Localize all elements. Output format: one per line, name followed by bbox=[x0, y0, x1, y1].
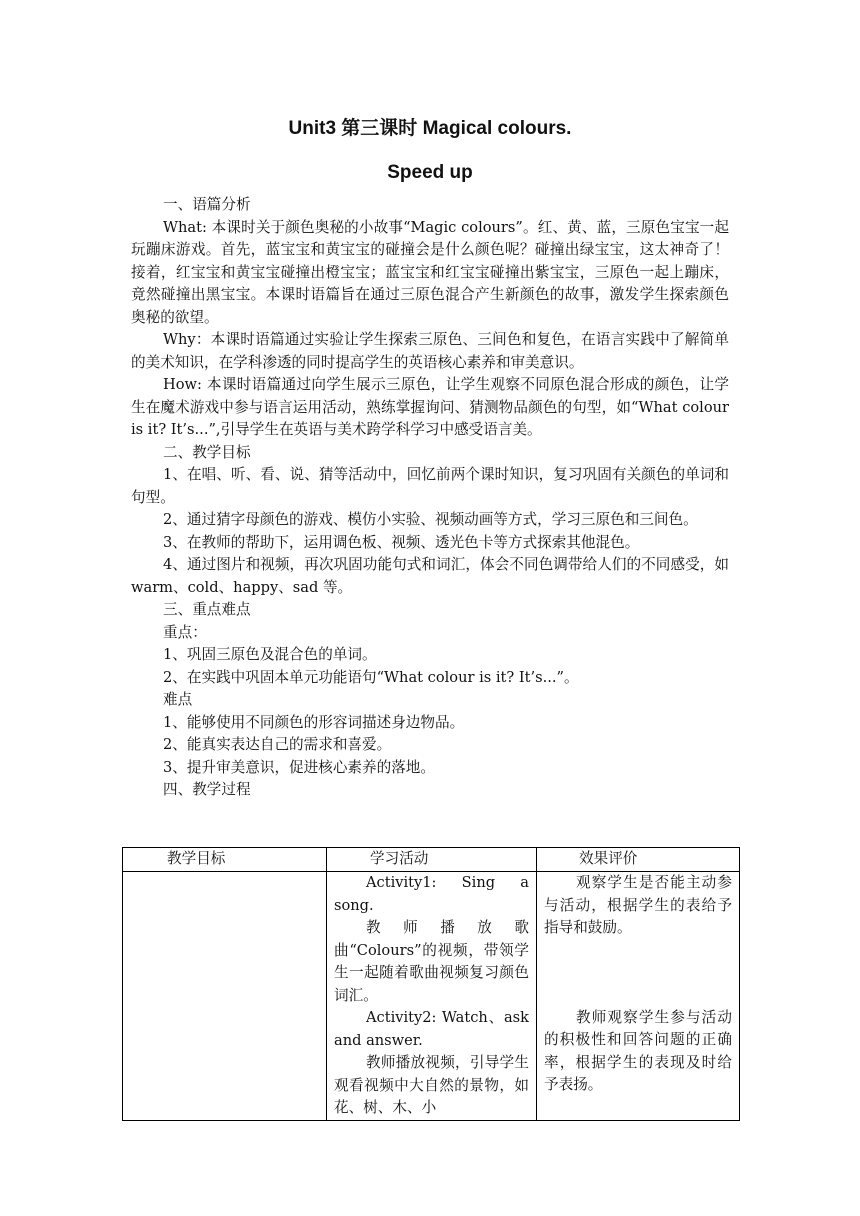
paragraph-what: What: 本课时关于颜色奥秘的小故事“Magic colours”。红、黄、蓝，三原色宝宝一起玩蹦床游戏。首先，蓝宝宝和黄宝宝的碰撞会是什么颜色呢？碰撞出绿宝宝，这太神奇了！接着，红宝宝和黄宝宝碰撞出橙宝宝；蓝宝宝和红宝宝碰撞出紫宝宝，三原色一起上蹦床，竟然碰撞出黑宝宝。本课时语篇旨在通过三原色混合产生新颜色的故事，激发学生探索颜色奥秘的欲望。 bbox=[131, 218, 729, 326]
paragraph-why: Why：本课时语篇通过实验让学生探索三原色、三间色和复色，在语言实践中了解简单的美术知识，在学科渗透的同时提高学生的英语核心素养和审美意识。 bbox=[131, 331, 729, 371]
goal-item: 4、通过图片和视频，再次巩固功能句式和词汇，体会不同色调带给人们的不同感受，如 warm、cold、happy、sad 等。 bbox=[131, 556, 729, 596]
evaluation-1: 观察学生是否能主动参与活动，根据学生的表给予指导和鼓励。 bbox=[544, 874, 732, 936]
document-body bbox=[131, 194, 729, 802]
paragraph-how: How: 本课时语篇通过向学生展示三原色，让学生观察不同原色混合形成的颜色，让学生在魔术游戏中参与语言运用活动，熟练掌握询问、猜测物品颜色的句型，如“What colour is it? It’s...”,引导学生在英语与美术跨学科学习中感受语言美。 bbox=[131, 376, 729, 438]
section-heading-teaching-process: 四、教学过程 bbox=[163, 781, 251, 798]
goal-cell bbox=[123, 872, 327, 1121]
spacer bbox=[544, 940, 732, 1007]
table-header-goal: 教学目标 bbox=[123, 848, 327, 872]
evaluation-cell bbox=[537, 872, 740, 1121]
key-point-item: 1、巩固三原色及混合色的单词。 bbox=[163, 646, 377, 663]
activity1-text: 教师播放歌曲“Colours”的视频，带领学生一起随着歌曲视频复习颜色词汇。 bbox=[334, 919, 529, 1004]
difficulties-label: 难点 bbox=[163, 691, 193, 708]
document-title: Unit3 第三课时 Magical colours. bbox=[288, 118, 572, 139]
section-heading-teaching-goals: 二、教学目标 bbox=[163, 443, 251, 461]
teaching-process-table bbox=[122, 847, 740, 1121]
difficulty-item: 1、能够使用不同颜色的形容词描述身边物品。 bbox=[163, 713, 465, 731]
table-row bbox=[123, 872, 740, 1121]
activity2-title: Activity2: Watch、ask and answer. bbox=[334, 1009, 529, 1049]
section-heading-key-points: 三、重点难点 bbox=[163, 601, 251, 618]
activity-cell bbox=[327, 872, 537, 1121]
section-heading-text-analysis: 一、语篇分析 bbox=[163, 196, 251, 213]
table-header-activity: 学习活动 bbox=[327, 848, 537, 872]
key-points-label: 重点： bbox=[163, 623, 207, 641]
goal-item: 2、通过猜字母颜色的游戏、模仿小实验、视频动画等方式，学习三原色和三间色。 bbox=[163, 511, 698, 528]
goal-item: 3、在教师的帮助下，运用调色板、视频、透光色卡等方式探索其他混色。 bbox=[163, 533, 640, 551]
activity1-title: Activity1: Sing a song. bbox=[334, 874, 529, 914]
key-point-item: 2、在实践中巩固本单元功能语句“What colour is it? It’s...”。 bbox=[163, 668, 579, 686]
table-header-evaluation: 效果评价 bbox=[537, 848, 740, 872]
activity2-text: 教师播放视频，引导学生观看视频中大自然的景物，如花、树、木、小 bbox=[334, 1054, 529, 1116]
document-subtitle: Speed up bbox=[387, 162, 473, 183]
difficulty-item: 3、提升审美意识，促进核心素养的落地。 bbox=[163, 758, 435, 776]
difficulty-item: 2、能真实表达自己的需求和喜爱。 bbox=[163, 736, 392, 753]
goal-item: 1、在唱、听、看、说、猜等活动中，回忆前两个课时知识，复习巩固有关颜色的单词和句型。 bbox=[131, 466, 729, 506]
table-header-row bbox=[123, 848, 740, 872]
evaluation-2: 教师观察学生参与活动的积极性和回答问题的正确率，根据学生的表现及时给予表扬。 bbox=[544, 1008, 732, 1093]
